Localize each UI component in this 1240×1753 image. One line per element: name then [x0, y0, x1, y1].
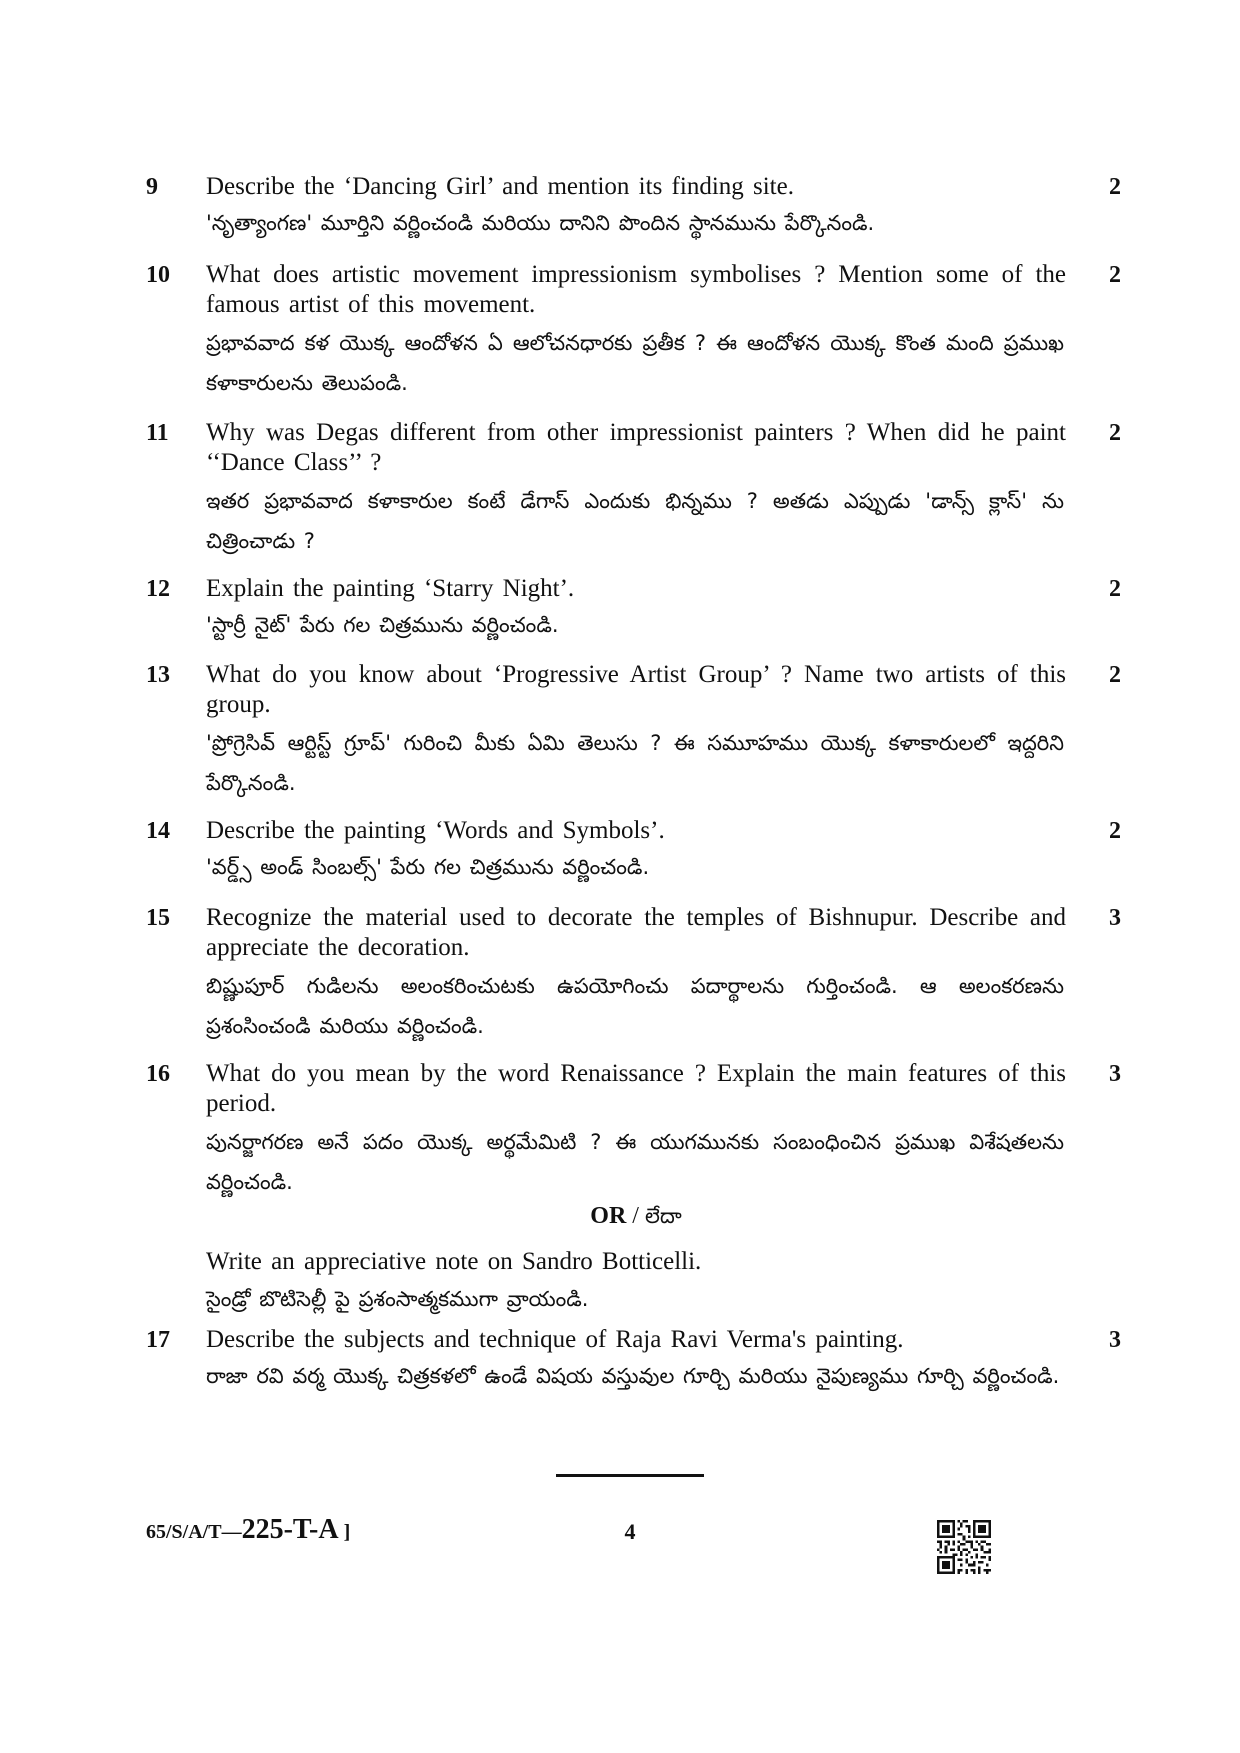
alternative-question-english: Write an appreciative note on Sandro Botticelli.	[206, 1248, 702, 1275]
question-marks: 2	[1109, 420, 1121, 446]
question-text-english: Describe the subjects and technique of Raja Ravi Verma's painting.	[206, 1326, 904, 1353]
question-text-english: Describe the ‘Dancing Girl’ and mention its finding site.	[206, 173, 794, 200]
question-number: 17	[146, 1327, 170, 1353]
question-text-telugu: 'ప్రోగ్రెసివ్ ఆర్టిస్ట్ గ్రూప్' గురించి మీకు ఏమి తెలుసు ? ఈ సమూహము యొక్క కళాకారులలో ఇద్దరిని పేర్కొనండి.	[206, 731, 1064, 795]
question-marks: 2	[1109, 576, 1121, 602]
question-text-telugu: 'వర్డ్స్ అండ్ సింబల్స్' పేరు గల చిత్రమును వర్ణించండి.	[206, 855, 650, 879]
question-text-telugu: 'స్టార్రీ నైట్' పేరు గల చిత్రమును వర్ణించండి.	[206, 613, 559, 637]
page-number: 4	[624, 1519, 636, 1544]
question-number: 14	[146, 818, 170, 844]
question-text-telugu: పునర్జాగరణ అనే పదం యొక్క అర్థమేమిటి ? ఈ యుగమునకు సంబంధించిన ప్రముఖ విశేషతలను వర్ణించండి.	[206, 1130, 1064, 1194]
question-text-english: What do you mean by the word Renaissance ? Explain the main features of this period.	[206, 1060, 1066, 1117]
question-marks: 2	[1109, 818, 1121, 844]
question-marks: 2	[1109, 262, 1121, 288]
question-number: 12	[146, 576, 170, 602]
or-label-english: OR	[590, 1203, 627, 1229]
question-text-telugu: రాజా రవి వర్మ యొక్క చిత్రకళలో ఉండే విషయ వస్తువుల గూర్చి మరియు నైపుణ్యము గూర్చి వర్ణించండి.	[206, 1364, 1060, 1388]
question-text-english: Describe the painting ‘Words and Symbols’.	[206, 817, 665, 844]
question-number: 13	[146, 662, 170, 688]
question-marks: 2	[1109, 174, 1121, 200]
question-text-telugu: ప్రభావవాద కళ యొక్క ఆందోళన ఏ ఆలోచనధారకు ప్రతీక ? ఈ ఆందోళన యొక్క కొంత మంది ప్రముఖ కళాకారులను తెలుపండి.	[206, 331, 1064, 395]
question-text-telugu: బిష్ణుపూర్ గుడిలను అలంకరించుటకు ఉపయోగించు పదార్థాలను గుర్తించండి. ఆ అలంకరణను ప్రశంసించండి మరియు వర్ణించండి.	[206, 974, 1064, 1038]
question-number: 15	[146, 905, 170, 931]
question-text-english: What do you know about ‘Progressive Artist Group’ ? Name two artists of this group.	[206, 661, 1066, 718]
question-text-english: Recognize the material used to decorate the temples of Bishnupur. Describe and appreciate the decoration.	[206, 904, 1066, 961]
paper-code	[146, 1513, 350, 1549]
question-marks: 2	[1109, 662, 1121, 688]
question-number: 16	[146, 1061, 170, 1087]
question-marks: 3	[1109, 1327, 1121, 1353]
or-separator	[206, 1201, 1066, 1231]
question-marks: 3	[1109, 1061, 1121, 1087]
or-label-telugu: లేదా	[644, 1204, 682, 1228]
question-text-english: Explain the painting ‘Starry Night’.	[206, 575, 575, 602]
question-number: 11	[146, 420, 169, 446]
or-slash: /	[632, 1203, 639, 1229]
end-rule	[556, 1474, 704, 1477]
question-number: 9	[146, 174, 158, 200]
paper-code-suffix: ]	[338, 1521, 351, 1543]
question-text-telugu: 'నృత్యాంగణ' మూర్తిని వర్ణించండి మరియు దానిని పొందిన స్థానమును పేర్కొనండి.	[206, 211, 875, 235]
paper-code-prefix: 65/S/A/T—	[146, 1521, 242, 1543]
paper-code-main: 225-T-A	[241, 1514, 339, 1545]
question-marks: 3	[1109, 905, 1121, 931]
qr-code-icon	[937, 1520, 991, 1574]
question-text-english: What does artistic movement impressionism symbolises ? Mention some of the famous artist of this movement.	[206, 261, 1066, 318]
alternative-question-telugu: సైండ్రో బొటిసెల్లీ పై ప్రశంసాత్మకముగా వ్రాయండి.	[206, 1287, 589, 1311]
question-text-telugu: ఇతర ప్రభావవాద కళాకారుల కంటే డేగాస్ ఎందుకు భిన్నము ? అతడు ఎప్పుడు 'డాన్స్ క్లాస్' ను చిత్రించాడు ?	[206, 489, 1064, 553]
question-number: 10	[146, 262, 170, 288]
question-text-english: Why was Degas different from other impressionist painters ? When did he paint ‘‘Dance Class’’ ?	[206, 419, 1066, 476]
